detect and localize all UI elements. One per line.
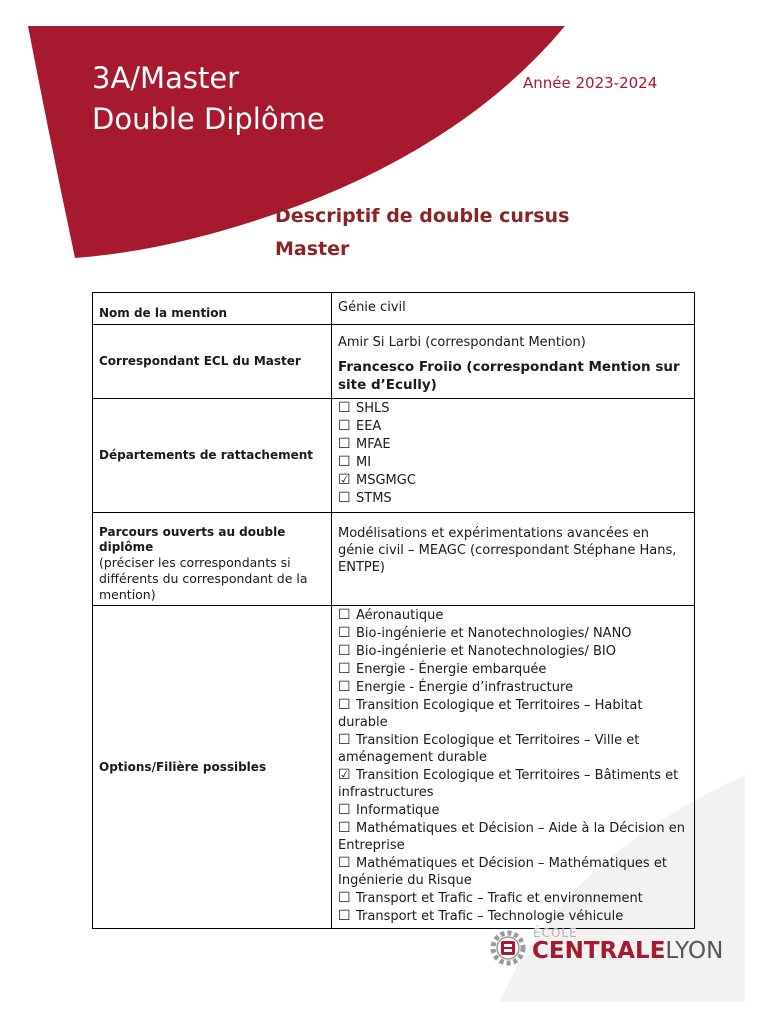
option-item: [338, 802, 688, 819]
departement-item: [338, 436, 688, 453]
subtitle-line-2: Master: [275, 238, 350, 260]
departement-item: [338, 400, 688, 417]
option-checkbox[interactable]: ☐: [338, 625, 351, 641]
value-options: [332, 606, 695, 929]
option-item: [338, 697, 688, 731]
option-checkbox[interactable]: ☐: [338, 908, 351, 924]
option-item: [338, 732, 688, 766]
centrale-lyon-logo: [488, 926, 724, 968]
departement-item: [338, 418, 688, 435]
option-label: Mathématiques et Décision – Mathématiques et Ingénierie du Risque: [338, 856, 667, 888]
logo-text-ecole: ÉCOLE: [533, 926, 578, 940]
option-item: [338, 890, 688, 907]
description-table: [92, 292, 695, 929]
title-line-2: Double Diplôme: [92, 102, 325, 136]
option-checkbox[interactable]: ☐: [338, 890, 351, 906]
departement-label: STMS: [356, 491, 392, 506]
departement-checkbox[interactable]: ☐: [338, 400, 351, 416]
departement-checkbox[interactable]: ☐: [338, 454, 351, 470]
option-label: Informatique: [356, 803, 440, 818]
option-item: [338, 767, 688, 801]
title-line-1: 3A/Master: [92, 61, 240, 95]
option-checkbox[interactable]: ☐: [338, 855, 351, 871]
option-item: [338, 643, 688, 660]
option-label: Bio-ingénierie et Nanotechnologies/ BIO: [356, 644, 616, 659]
document-title: [92, 58, 325, 140]
correspondant-line-2: Francesco Froiio (correspondant Mention sur site d’Ecully): [338, 359, 680, 393]
option-item: [338, 820, 688, 854]
logo-text-main: [532, 938, 723, 964]
logo-gear-icon: [488, 928, 528, 968]
option-item: [338, 625, 688, 642]
option-item: [338, 908, 688, 925]
departement-checkbox[interactable]: ☐: [338, 490, 351, 506]
option-checkbox[interactable]: ☐: [338, 607, 351, 623]
label-parcours: [93, 513, 332, 606]
option-item: [338, 661, 688, 678]
row-departements: [93, 399, 695, 513]
label-correspondant-text: Correspondant ECL du Master: [99, 354, 301, 368]
option-item: [338, 855, 688, 889]
label-options: [93, 606, 332, 929]
departement-item: [338, 454, 688, 471]
option-label: Mathématiques et Décision – Aide à la Décision en Entreprise: [338, 821, 685, 853]
value-departements: [332, 399, 695, 513]
option-label: Energie - Énergie d’infrastructure: [356, 680, 574, 695]
option-checkbox[interactable]: ☐: [338, 661, 351, 677]
departement-checkbox[interactable]: ☐: [338, 418, 351, 434]
correspondant-line-1: Amir Si Larbi (correspondant Mention): [338, 335, 586, 350]
row-parcours: [93, 513, 695, 606]
option-checkbox[interactable]: ☐: [338, 697, 351, 713]
label-mention: [93, 293, 332, 325]
option-checkbox[interactable]: ☐: [338, 802, 351, 818]
option-label: Transition Ecologique et Territoires – Bâtiments et infrastructures: [338, 768, 679, 800]
option-checkbox[interactable]: ☐: [338, 732, 351, 748]
label-correspondant: [93, 325, 332, 399]
label-departements-text: Départements de rattachement: [99, 448, 314, 462]
departement-item: [338, 472, 688, 489]
option-item: [338, 679, 688, 696]
value-parcours: Modélisations et expérimentations avancées en génie civil – MEAGC (correspondant Stéphane Hans, ENTPE): [332, 513, 695, 606]
option-checkbox[interactable]: ☐: [338, 643, 351, 659]
label-parcours-note: (préciser les correspondants si différents du correspondant de la mention): [99, 555, 308, 602]
option-item: [338, 607, 688, 624]
departement-checkbox[interactable]: ☑: [338, 472, 351, 488]
departement-label: MFAE: [356, 437, 391, 452]
value-mention: Génie civil: [332, 293, 695, 325]
departement-checkbox[interactable]: ☐: [338, 436, 351, 452]
option-label: Transport et Trafic – Technologie véhicule: [356, 909, 624, 924]
subtitle-line-1: Descriptif de double cursus: [275, 205, 570, 227]
document-subtitle: [275, 200, 569, 266]
departement-label: MSGMGC: [356, 473, 416, 488]
option-checkbox[interactable]: ☑: [338, 767, 351, 783]
row-correspondant: [93, 325, 695, 399]
departement-label: SHLS: [356, 401, 390, 416]
value-correspondant: [332, 325, 695, 399]
logo-text-centrale: CENTRALE: [532, 938, 666, 964]
row-options: [93, 606, 695, 929]
label-parcours-text: Parcours ouverts au double diplôme: [99, 525, 286, 554]
option-label: Energie - Énergie embarquée: [356, 662, 547, 677]
label-mention-text: Nom de la mention: [99, 306, 228, 320]
departement-label: EEA: [356, 419, 382, 434]
option-checkbox[interactable]: ☐: [338, 820, 351, 836]
label-departements: [93, 399, 332, 513]
academic-year: Année 2023-2024: [523, 74, 658, 92]
departement-label: MI: [356, 455, 372, 470]
row-mention: [93, 293, 695, 325]
option-label: Bio-ingénierie et Nanotechnologies/ NANO: [356, 626, 632, 641]
option-label: Transport et Trafic – Trafic et environnement: [356, 891, 643, 906]
logo-text-lyon: LYON: [665, 938, 724, 964]
option-checkbox[interactable]: ☐: [338, 679, 351, 695]
option-label: Transition Ecologique et Territoires – Ville et aménagement durable: [338, 733, 640, 765]
departement-item: [338, 490, 688, 507]
option-label: Transition Ecologique et Territoires – Habitat durable: [338, 698, 643, 730]
option-label: Aéronautique: [356, 608, 444, 623]
label-options-text: Options/Filière possibles: [99, 759, 267, 774]
